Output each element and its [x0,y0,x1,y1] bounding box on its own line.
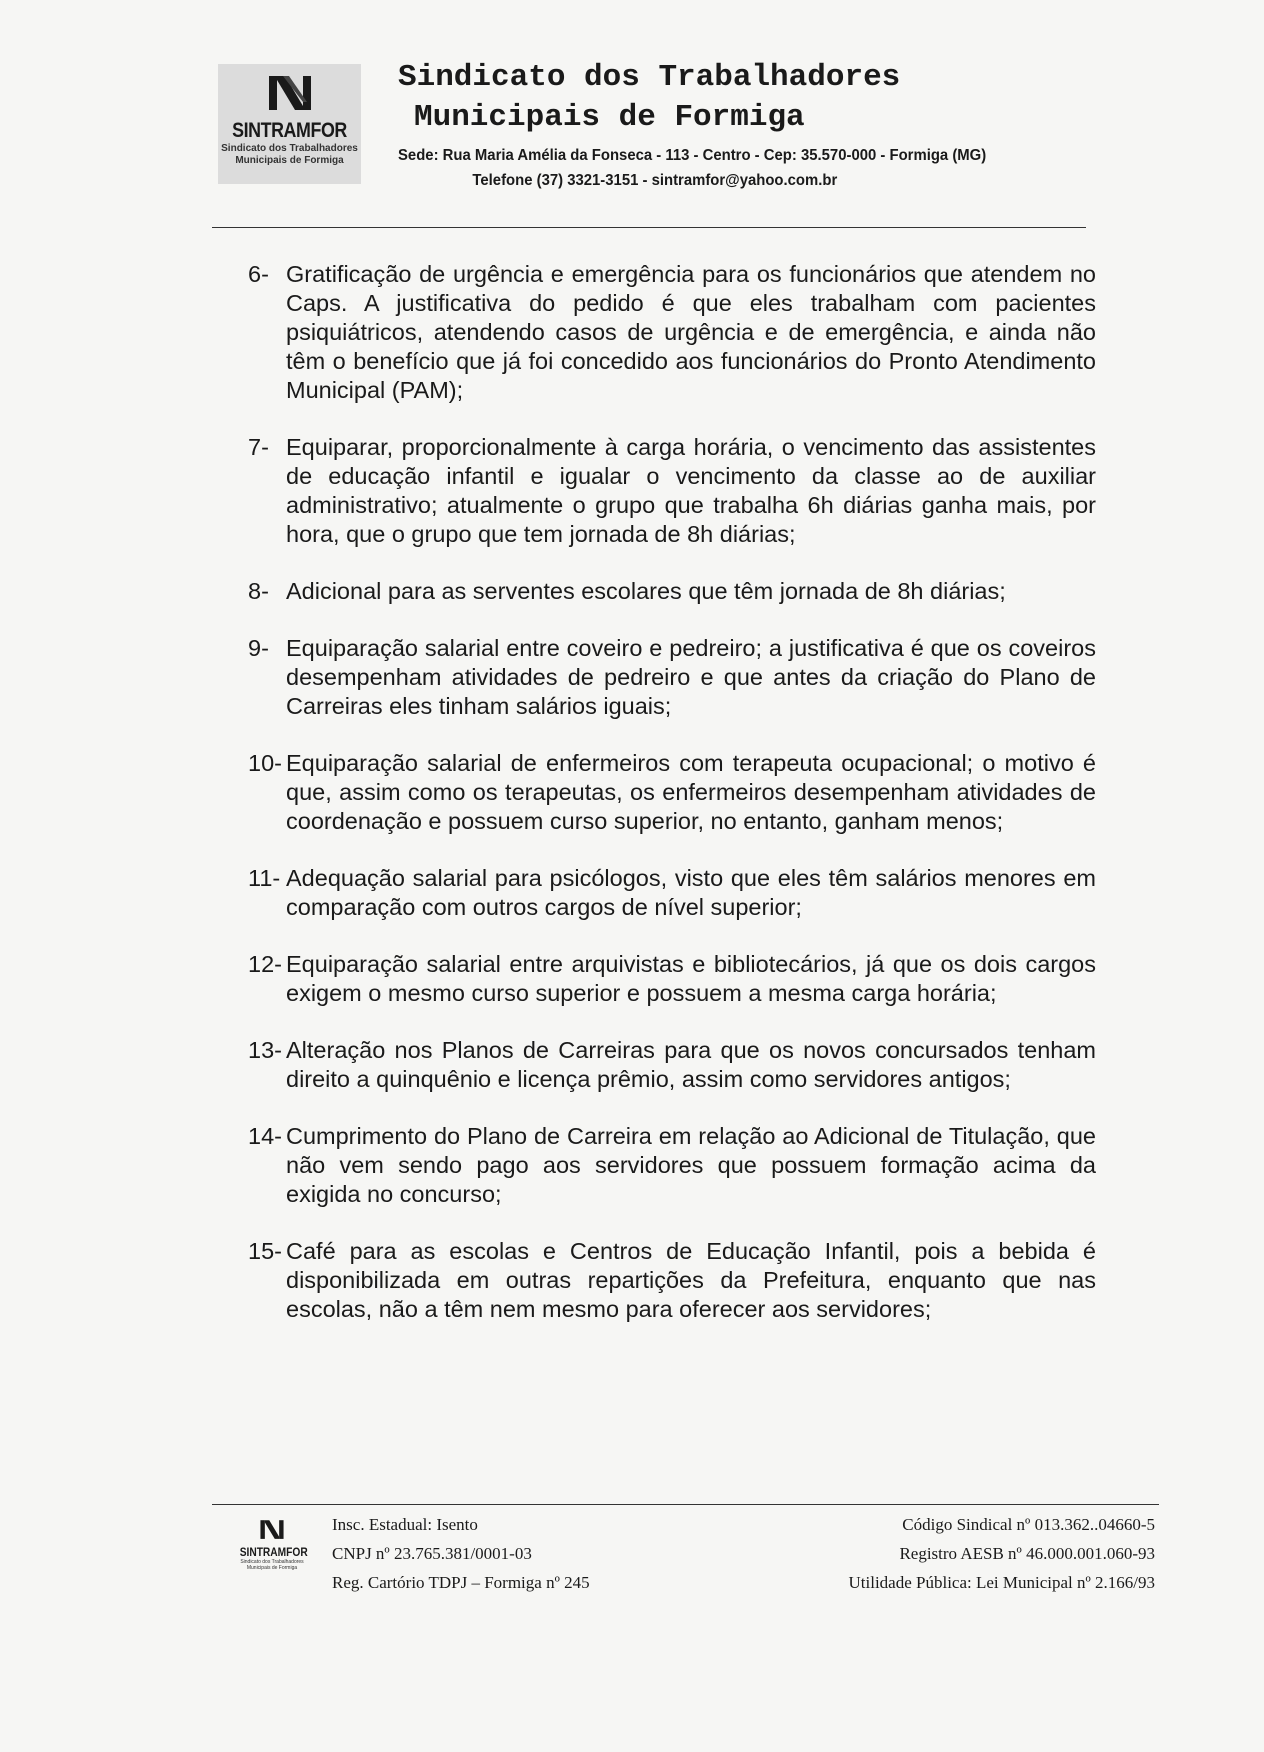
item-number: 8- [248,578,269,604]
item-number: 12- [248,951,282,977]
logo-sub-2: Municipais de Formiga [235,155,344,166]
list-item [248,749,1096,836]
footer-line: Insc. Estadual: Isento [332,1515,478,1534]
item-number: 11- [248,865,281,891]
item-text: Adequação salarial para psicólogos, visto que eles têm salários menores em comparação com outros cargos de nível superior; [286,865,1096,920]
item-number: 15- [248,1238,282,1264]
footer-line: Registro AESB nº 46.000.001.060-93 [899,1544,1155,1563]
item-text: Equiparar, proporcionalmente à carga horária, o vencimento das assistentes de educação infantil e igualar o vencimento da classe ao de auxiliar administrativo; atualmente o grupo que trabalha 6h diárias ganha mais, por hora, que o grupo que tem jornada de 8h diárias; [286,434,1096,547]
footer-divider [212,1504,1159,1505]
list-item [248,577,1096,606]
item-text: Cumprimento do Plano de Carreira em relação ao Adicional de Titulação, que não vem sendo pago aos servidores que possuem formação acima da exigida no concurso; [286,1123,1096,1207]
footer-registration-right [849,1510,1156,1597]
item-text: Equiparação salarial entre arquivistas e bibliotecários, já que os dois cargos exigem o mesmo curso superior e possuem a mesma carga horária; [286,951,1096,1006]
footer-logo-brand: SINTRAMFOR [239,1545,308,1559]
footer-line: Reg. Cartório TDPJ – Formiga nº 245 [332,1573,590,1592]
footer-registration-left [332,1510,590,1597]
contact-line: Telefone (37) 3321-3151 - sintramfor@yahoo.com.br [472,172,838,189]
item-number: 13- [248,1037,282,1063]
item-text: Café para as escolas e Centros de Educação Infantil, pois a bebida é disponibilizada em outras repartições da Prefeitura, enquanto que nas escolas, não a têm nem mesmo para oferecer aos servidores; [286,1238,1096,1322]
item-text: Adicional para as serventes escolares que têm jornada de 8h diárias; [286,578,1006,604]
item-text: Equiparação salarial entre coveiro e pedreiro; a justificativa é que os coveiros desempenham atividades de pedreiro e que antes da criação do Plano de Carreiras eles tinham salários iguais; [286,635,1096,719]
page-title [398,58,1098,138]
address-line: Sede: Rua Maria Amélia da Fonseca - 113 - Centro - Cep: 35.570-000 - Formiga (MG) [398,147,987,164]
list-item [248,260,1096,405]
item-number: 7- [248,434,269,460]
list-item [248,634,1096,721]
item-text: Gratificação de urgência e emergência para os funcionários que atendem no Caps. A justificativa do pedido é que eles trabalham com pacientes psiquiátricos, atendendo casos de urgência e de emergência, e ainda não têm o benefício que já foi concedido aos funcionários do Pronto Atendimento Municipal (PAM); [286,261,1096,403]
footer-line: Código Sindical nº 013.362..04660-5 [902,1515,1155,1534]
list-item [248,950,1096,1008]
list-item [248,864,1096,922]
list-item [248,1122,1096,1209]
title-line-1: Sindicato dos Trabalhadores [398,60,901,95]
item-text: Equiparação salarial de enfermeiros com terapeuta ocupacional; o motivo é que, assim como os terapeutas, os enfermeiros desempenham atividades de coordenação e possuem curso superior, no entanto, ganham menos; [286,750,1096,834]
list-item [248,433,1096,549]
item-number: 10- [248,750,282,776]
footer-logo-sub-2: Municipais de Formiga [246,1565,298,1571]
footer-logo-mark-icon [259,1518,285,1540]
logo-brand: SINTRAMFOR [232,119,347,142]
list-item [248,1036,1096,1094]
demands-list [248,260,1096,1352]
header-address [398,143,1068,193]
logo-mark-icon [267,72,313,112]
footer-logo-sub-1: Sindicato dos Trabalhadores [240,1559,304,1565]
header-divider [212,227,1086,228]
footer-line: Utilidade Pública: Lei Municipal nº 2.166/93 [848,1573,1155,1592]
logo-sub-1: Sindicato dos Trabalhadores [221,143,358,154]
footer-line: CNPJ nº 23.765.381/0001-03 [332,1544,532,1563]
list-item [248,1237,1096,1324]
item-number: 14- [248,1123,282,1149]
item-text: Alteração nos Planos de Carreiras para que os novos concursados tenham direito a quinquênio e licença prêmio, assim como servidores antigos; [286,1037,1096,1092]
footer-logo [234,1516,310,1586]
item-number: 9- [248,635,269,661]
item-number: 6- [248,261,269,287]
union-logo [218,64,361,184]
title-line-2: Municipais de Formiga [414,100,805,135]
